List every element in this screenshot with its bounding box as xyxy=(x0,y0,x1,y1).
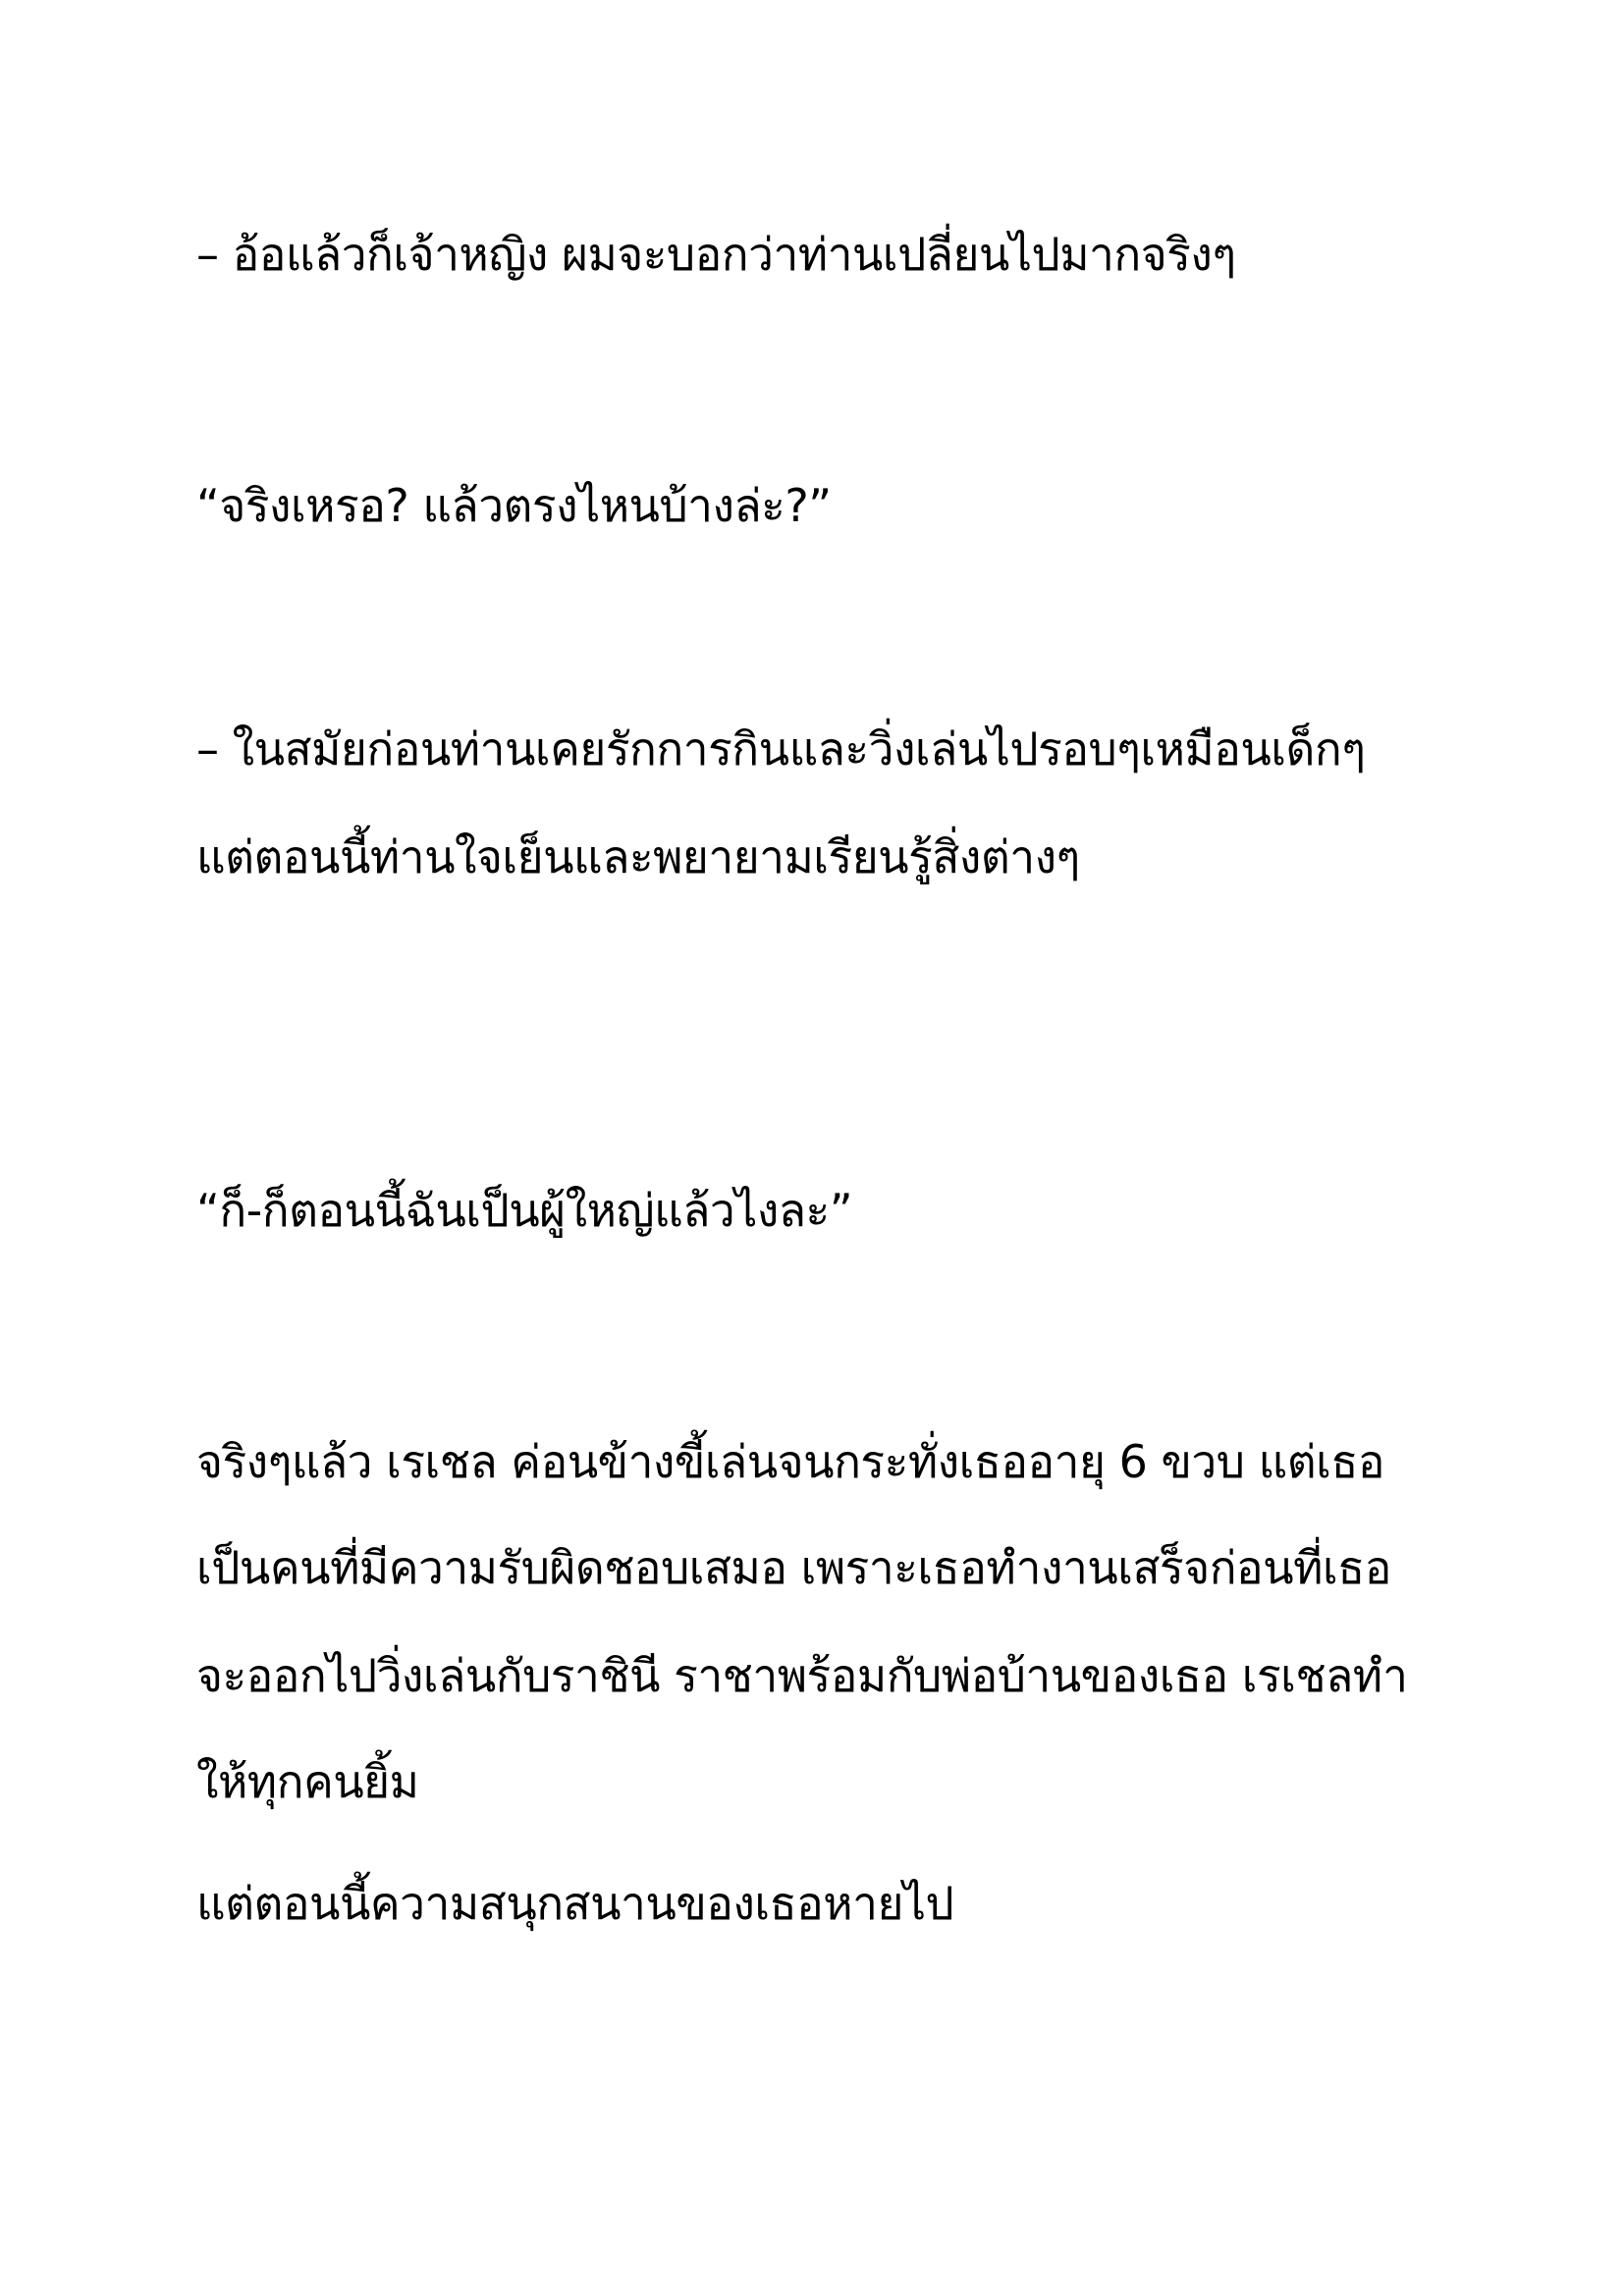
narration-paragraph-line-3: จะออกไปวิ่งเล่นกับราชินี ราชาพร้อมกับพ่อบ้านของเธอ เรเชลทำ xyxy=(196,1649,1408,1702)
narration-paragraph-line-4: ให้ทุกคนยิ้ม xyxy=(196,1755,419,1808)
dialogue-line-princess-2: “ก็-ก็ตอนนี้ฉันเป็นผู้ใหญ่แล้วไงละ” xyxy=(196,1184,853,1237)
dialogue-line-butler-2b: แต่ตอนนี้ท่านใจเย็นและพยายามเรียนรู้สิ่งต่างๆ xyxy=(196,830,1080,883)
narration-paragraph-line-2: เป็นคนที่มีความรับผิดชอบเสมอ เพราะเธอทำงานเสร็จก่อนที่เธอ xyxy=(196,1541,1391,1594)
dialogue-line-butler-2a: – ในสมัยก่อนท่านเคยรักการกินและวิ่งเล่นไปรอบๆเหมือนเด็กๆ xyxy=(196,722,1366,775)
narration-paragraph-line-1: จริงๆแล้ว เรเชล ค่อนข้างขี้เล่นจนกระทั่งเธออายุ 6 ขวบ แต่เธอ xyxy=(196,1435,1385,1488)
dialogue-line-butler-1: – อ้อแล้วก็เจ้าหญิง ผมจะบอกว่าท่านเปลี่ยนไปมากจริงๆ xyxy=(196,228,1236,281)
narration-closing-line: แต่ตอนนี้ความสนุกสนานของเธอหายไป xyxy=(196,1877,954,1930)
dialogue-line-princess-1: “จริงเหรอ? แล้วตรงไหนบ้างล่ะ?” xyxy=(196,479,832,532)
